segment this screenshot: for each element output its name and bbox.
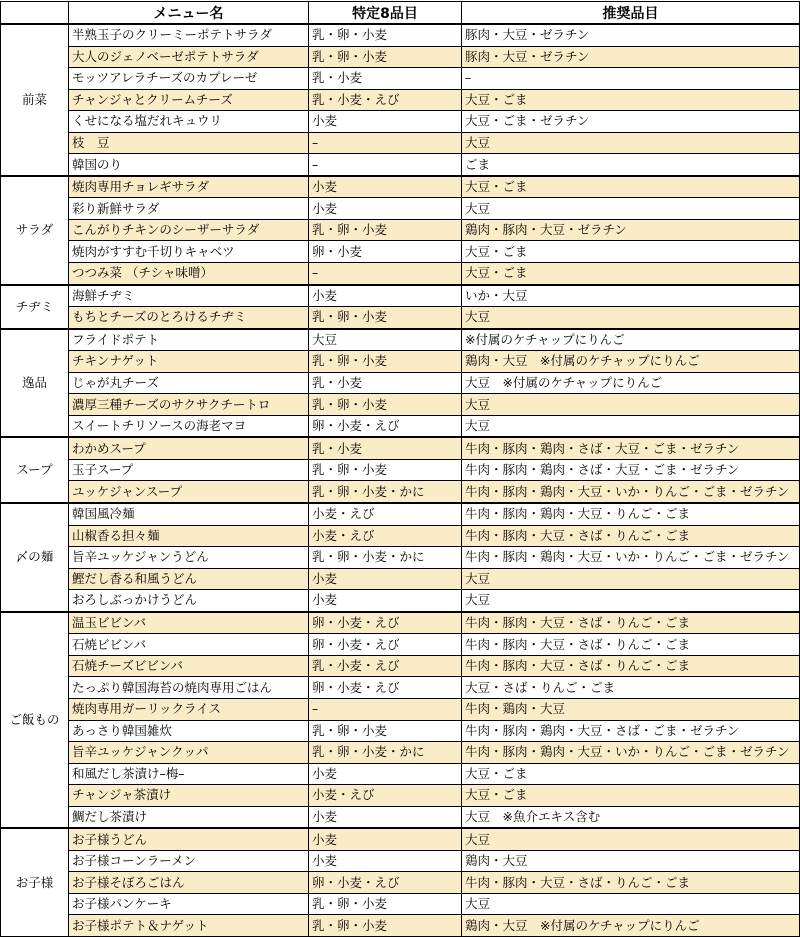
table-row (1, 329, 800, 351)
menu-name-cell: 焼肉専用ガーリックライス (69, 698, 309, 720)
recommended-cell: 大豆・さば・りんご・ごま (462, 677, 800, 699)
menu-name-cell: チャンジャ茶漬け (69, 785, 309, 807)
table-row (1, 547, 800, 569)
menu-name-cell: 玉子スープ (69, 459, 309, 481)
menu-name-cell: つつみ菜 （チシャ味噌） (69, 263, 309, 285)
menu-name-cell: 大人のジェノベーゼポテトサラダ (69, 46, 309, 68)
allergen8-cell: 小麦 (309, 590, 462, 612)
menu-name-cell: くせになる塩だれキュウリ (69, 111, 309, 133)
recommended-cell: 牛肉・豚肉・大豆・さば・りんご・ごま (462, 655, 800, 677)
allergen8-cell: 乳・卵・小麦 (309, 720, 462, 742)
allergen8-cell: – (309, 154, 462, 176)
allergen8-cell: 乳・小麦・えび (309, 655, 462, 677)
allergen-table (0, 1, 800, 937)
table-row (1, 263, 800, 285)
allergen8-cell: 乳・卵・小麦 (309, 24, 462, 46)
allergen8-cell: 小麦 (309, 763, 462, 785)
recommended-cell: 牛肉・豚肉・鶏肉・さば・大豆・ごま・ゼラチン (462, 459, 800, 481)
allergen8-cell: 乳・卵・小麦 (309, 394, 462, 416)
recommended-cell: 大豆・ごま・ゼラチン (462, 111, 800, 133)
recommended-cell: 大豆 (462, 198, 800, 220)
recommended-cell: いか・大豆 (462, 285, 800, 307)
header-category (1, 2, 69, 25)
recommended-cell: 大豆 (462, 590, 800, 612)
allergen8-cell: 乳・小麦 (309, 68, 462, 90)
table-row (1, 568, 800, 590)
allergen8-cell: 卵・小麦 (309, 241, 462, 263)
table-row (1, 198, 800, 220)
menu-name-cell: あっさり韓国雑炊 (69, 720, 309, 742)
menu-name-cell: 韓国のり (69, 154, 309, 176)
recommended-cell: 牛肉・豚肉・鶏肉・大豆・いか・りんご・ごま・ゼラチン (462, 742, 800, 764)
allergen8-cell: 乳・卵・小麦 (309, 219, 462, 241)
table-row (1, 351, 800, 373)
recommended-cell: 鶏肉・豚肉・大豆・ゼラチン (462, 219, 800, 241)
allergen8-cell: 乳・卵・小麦 (309, 307, 462, 329)
menu-name-cell: モッツアレラチーズのカプレーゼ (69, 68, 309, 90)
menu-name-cell: お子様パンケーキ (69, 893, 309, 915)
menu-name-cell: ユッケジャンスープ (69, 481, 309, 503)
menu-name-cell: 濃厚三種チーズのサクサクチートロ (69, 394, 309, 416)
allergen8-cell: 乳・卵・小麦 (309, 915, 462, 937)
allergen8-cell: 小麦 (309, 568, 462, 590)
recommended-cell: 牛肉・豚肉・鶏肉・大豆・りんご・ごま (462, 503, 800, 525)
table-row (1, 219, 800, 241)
table-row (1, 525, 800, 547)
category-cell: 〆の麺 (1, 503, 69, 612)
recommended-cell: 大豆 (462, 307, 800, 329)
menu-name-cell: もちとチーズのとろけるチヂミ (69, 307, 309, 329)
table-row (1, 394, 800, 416)
menu-name-cell: 旨辛ユッケジャンうどん (69, 547, 309, 569)
table-row (1, 915, 800, 937)
recommended-cell: 牛肉・豚肉・大豆・さば・りんご・ごま (462, 525, 800, 547)
menu-name-cell: 和風だし茶漬け–梅– (69, 763, 309, 785)
menu-name-cell: お子様ポテト＆ナゲット (69, 915, 309, 937)
allergen8-cell: 小麦 (309, 176, 462, 198)
menu-name-cell: お子様うどん (69, 828, 309, 850)
allergen8-cell: 小麦・えび (309, 785, 462, 807)
allergen8-cell: 卵・小麦・えび (309, 634, 462, 656)
menu-name-cell: チャンジャとクリームチーズ (69, 89, 309, 111)
table-row (1, 481, 800, 503)
category-cell: スープ (1, 437, 69, 503)
table-row (1, 590, 800, 612)
allergen8-cell: 小麦 (309, 198, 462, 220)
table-row (1, 437, 800, 459)
menu-name-cell: 鰹だし香る和風うどん (69, 568, 309, 590)
category-cell: チヂミ (1, 285, 69, 329)
allergen8-cell: 乳・小麦 (309, 437, 462, 459)
table-body (1, 24, 800, 936)
menu-name-cell: 山椒香る担々麺 (69, 525, 309, 547)
recommended-cell: 大豆・ごま (462, 263, 800, 285)
allergen8-cell: 小麦 (309, 111, 462, 133)
recommended-cell: 牛肉・豚肉・大豆・さば・りんご・ごま (462, 634, 800, 656)
allergen8-cell: 乳・卵・小麦・かに (309, 547, 462, 569)
table-row (1, 893, 800, 915)
table-row (1, 415, 800, 437)
menu-name-cell: 韓国風冷麺 (69, 503, 309, 525)
recommended-cell: 大豆 ※魚介エキス含む (462, 806, 800, 828)
recommended-cell: 牛肉・豚肉・大豆・さば・りんご・ごま (462, 872, 800, 894)
recommended-cell: 大豆 (462, 568, 800, 590)
menu-name-cell: スイートチリソースの海老マヨ (69, 415, 309, 437)
allergen8-cell: – (309, 263, 462, 285)
table-row (1, 307, 800, 329)
allergen8-cell: 小麦・えび (309, 503, 462, 525)
allergen8-cell: 小麦 (309, 850, 462, 872)
menu-name-cell: フライドポテト (69, 329, 309, 351)
recommended-cell: 鶏肉・大豆 (462, 850, 800, 872)
table-row (1, 872, 800, 894)
recommended-cell: ※付属のケチャップにりんご (462, 329, 800, 351)
recommended-cell: 豚肉・大豆・ゼラチン (462, 46, 800, 68)
allergen8-cell: 小麦・えび (309, 525, 462, 547)
menu-name-cell: 焼肉専用チョレギサラダ (69, 176, 309, 198)
table-row (1, 785, 800, 807)
menu-name-cell: 焼肉がすすむ千切りキャベツ (69, 241, 309, 263)
recommended-cell: 大豆 (462, 828, 800, 850)
recommended-cell: 大豆・ごま (462, 763, 800, 785)
allergen8-cell: 小麦 (309, 285, 462, 307)
table-row (1, 634, 800, 656)
menu-name-cell: お子様そぼろごはん (69, 872, 309, 894)
category-cell: 前菜 (1, 24, 69, 176)
menu-name-cell: 枝 豆 (69, 132, 309, 154)
header-recommended: 推奨品目 (462, 2, 800, 25)
table-row (1, 176, 800, 198)
table-row (1, 698, 800, 720)
table-row (1, 720, 800, 742)
menu-name-cell: じゃが丸チーズ (69, 372, 309, 394)
allergen8-cell: 卵・小麦・えび (309, 677, 462, 699)
menu-name-cell: お子様コーンラーメン (69, 850, 309, 872)
recommended-cell: 牛肉・豚肉・鶏肉・大豆・いか・りんご・ごま・ゼラチン (462, 481, 800, 503)
menu-name-cell: こんがりチキンのシーザーサラダ (69, 219, 309, 241)
allergen8-cell: 卵・小麦・えび (309, 415, 462, 437)
recommended-cell: 大豆 (462, 415, 800, 437)
table-row (1, 850, 800, 872)
allergen8-cell: 卵・小麦・えび (309, 872, 462, 894)
category-cell: 逸品 (1, 329, 69, 438)
recommended-cell: – (462, 68, 800, 90)
table-row (1, 459, 800, 481)
recommended-cell: 鶏肉・大豆 ※付属のケチャップにりんご (462, 915, 800, 937)
menu-name-cell: 石焼チーズビビンバ (69, 655, 309, 677)
recommended-cell: 大豆 (462, 394, 800, 416)
table-row (1, 763, 800, 785)
table-row (1, 828, 800, 850)
table-row (1, 68, 800, 90)
table-row (1, 655, 800, 677)
header-row (1, 2, 800, 25)
allergen8-cell: 乳・卵・小麦 (309, 459, 462, 481)
recommended-cell: 牛肉・豚肉・鶏肉・さば・大豆・ごま・ゼラチン (462, 437, 800, 459)
recommended-cell: 大豆・ごま (462, 241, 800, 263)
recommended-cell: ごま (462, 154, 800, 176)
recommended-cell: 牛肉・豚肉・鶏肉・大豆・さば・ごま・ゼラチン (462, 720, 800, 742)
table-row (1, 46, 800, 68)
recommended-cell: 大豆 (462, 132, 800, 154)
menu-name-cell: 海鮮チヂミ (69, 285, 309, 307)
header-menu-name: メニュー名 (69, 2, 309, 25)
allergen8-cell: 卵・小麦・えび (309, 612, 462, 634)
allergen8-cell: 乳・卵・小麦 (309, 893, 462, 915)
table-row (1, 612, 800, 634)
table-row (1, 111, 800, 133)
recommended-cell: 大豆・ごま (462, 89, 800, 111)
category-cell: お子様 (1, 828, 69, 936)
recommended-cell: 大豆・ごま (462, 176, 800, 198)
table-row (1, 806, 800, 828)
table-row (1, 241, 800, 263)
allergen8-cell: 乳・卵・小麦 (309, 351, 462, 373)
menu-name-cell: チキンナゲット (69, 351, 309, 373)
allergen8-cell: 乳・卵・小麦・かに (309, 742, 462, 764)
table-row (1, 132, 800, 154)
category-cell: サラダ (1, 176, 69, 285)
recommended-cell: 牛肉・豚肉・大豆・さば・りんご・ごま (462, 612, 800, 634)
recommended-cell: 鶏肉・大豆 ※付属のケチャップにりんご (462, 351, 800, 373)
allergen8-cell: 小麦 (309, 828, 462, 850)
header-allergen8: 特定8品目 (309, 2, 462, 25)
category-cell: ご飯もの (1, 612, 69, 828)
table-row (1, 89, 800, 111)
menu-name-cell: 旨辛ユッケジャンクッパ (69, 742, 309, 764)
recommended-cell: 大豆 (462, 893, 800, 915)
menu-name-cell: 石焼ビビンバ (69, 634, 309, 656)
allergen8-cell: 乳・小麦・えび (309, 89, 462, 111)
menu-name-cell: おろしぶっかけうどん (69, 590, 309, 612)
menu-name-cell: 鯛だし茶漬け (69, 806, 309, 828)
allergen8-cell: 大豆 (309, 329, 462, 351)
recommended-cell: 豚肉・大豆・ゼラチン (462, 24, 800, 46)
table-row (1, 154, 800, 176)
menu-name-cell: 彩り新鮮サラダ (69, 198, 309, 220)
table-row (1, 503, 800, 525)
table-row (1, 24, 800, 46)
recommended-cell: 大豆 ※付属のケチャップにりんご (462, 372, 800, 394)
recommended-cell: 牛肉・鶏肉・大豆 (462, 698, 800, 720)
recommended-cell: 大豆・ごま (462, 785, 800, 807)
table-row (1, 742, 800, 764)
allergen8-cell: 乳・卵・小麦 (309, 46, 462, 68)
menu-name-cell: 半熟玉子のクリーミーポテトサラダ (69, 24, 309, 46)
menu-name-cell: わかめスープ (69, 437, 309, 459)
menu-name-cell: 温玉ビビンバ (69, 612, 309, 634)
allergen8-cell: 乳・卵・小麦・かに (309, 481, 462, 503)
allergen8-cell: – (309, 132, 462, 154)
allergen8-cell: – (309, 698, 462, 720)
allergen8-cell: 乳・小麦 (309, 372, 462, 394)
table-row (1, 677, 800, 699)
allergen8-cell: 小麦 (309, 806, 462, 828)
menu-name-cell: たっぷり韓国海苔の焼肉専用ごはん (69, 677, 309, 699)
recommended-cell: 牛肉・豚肉・鶏肉・大豆・いか・りんご・ごま・ゼラチン (462, 547, 800, 569)
table-row (1, 285, 800, 307)
table-row (1, 372, 800, 394)
